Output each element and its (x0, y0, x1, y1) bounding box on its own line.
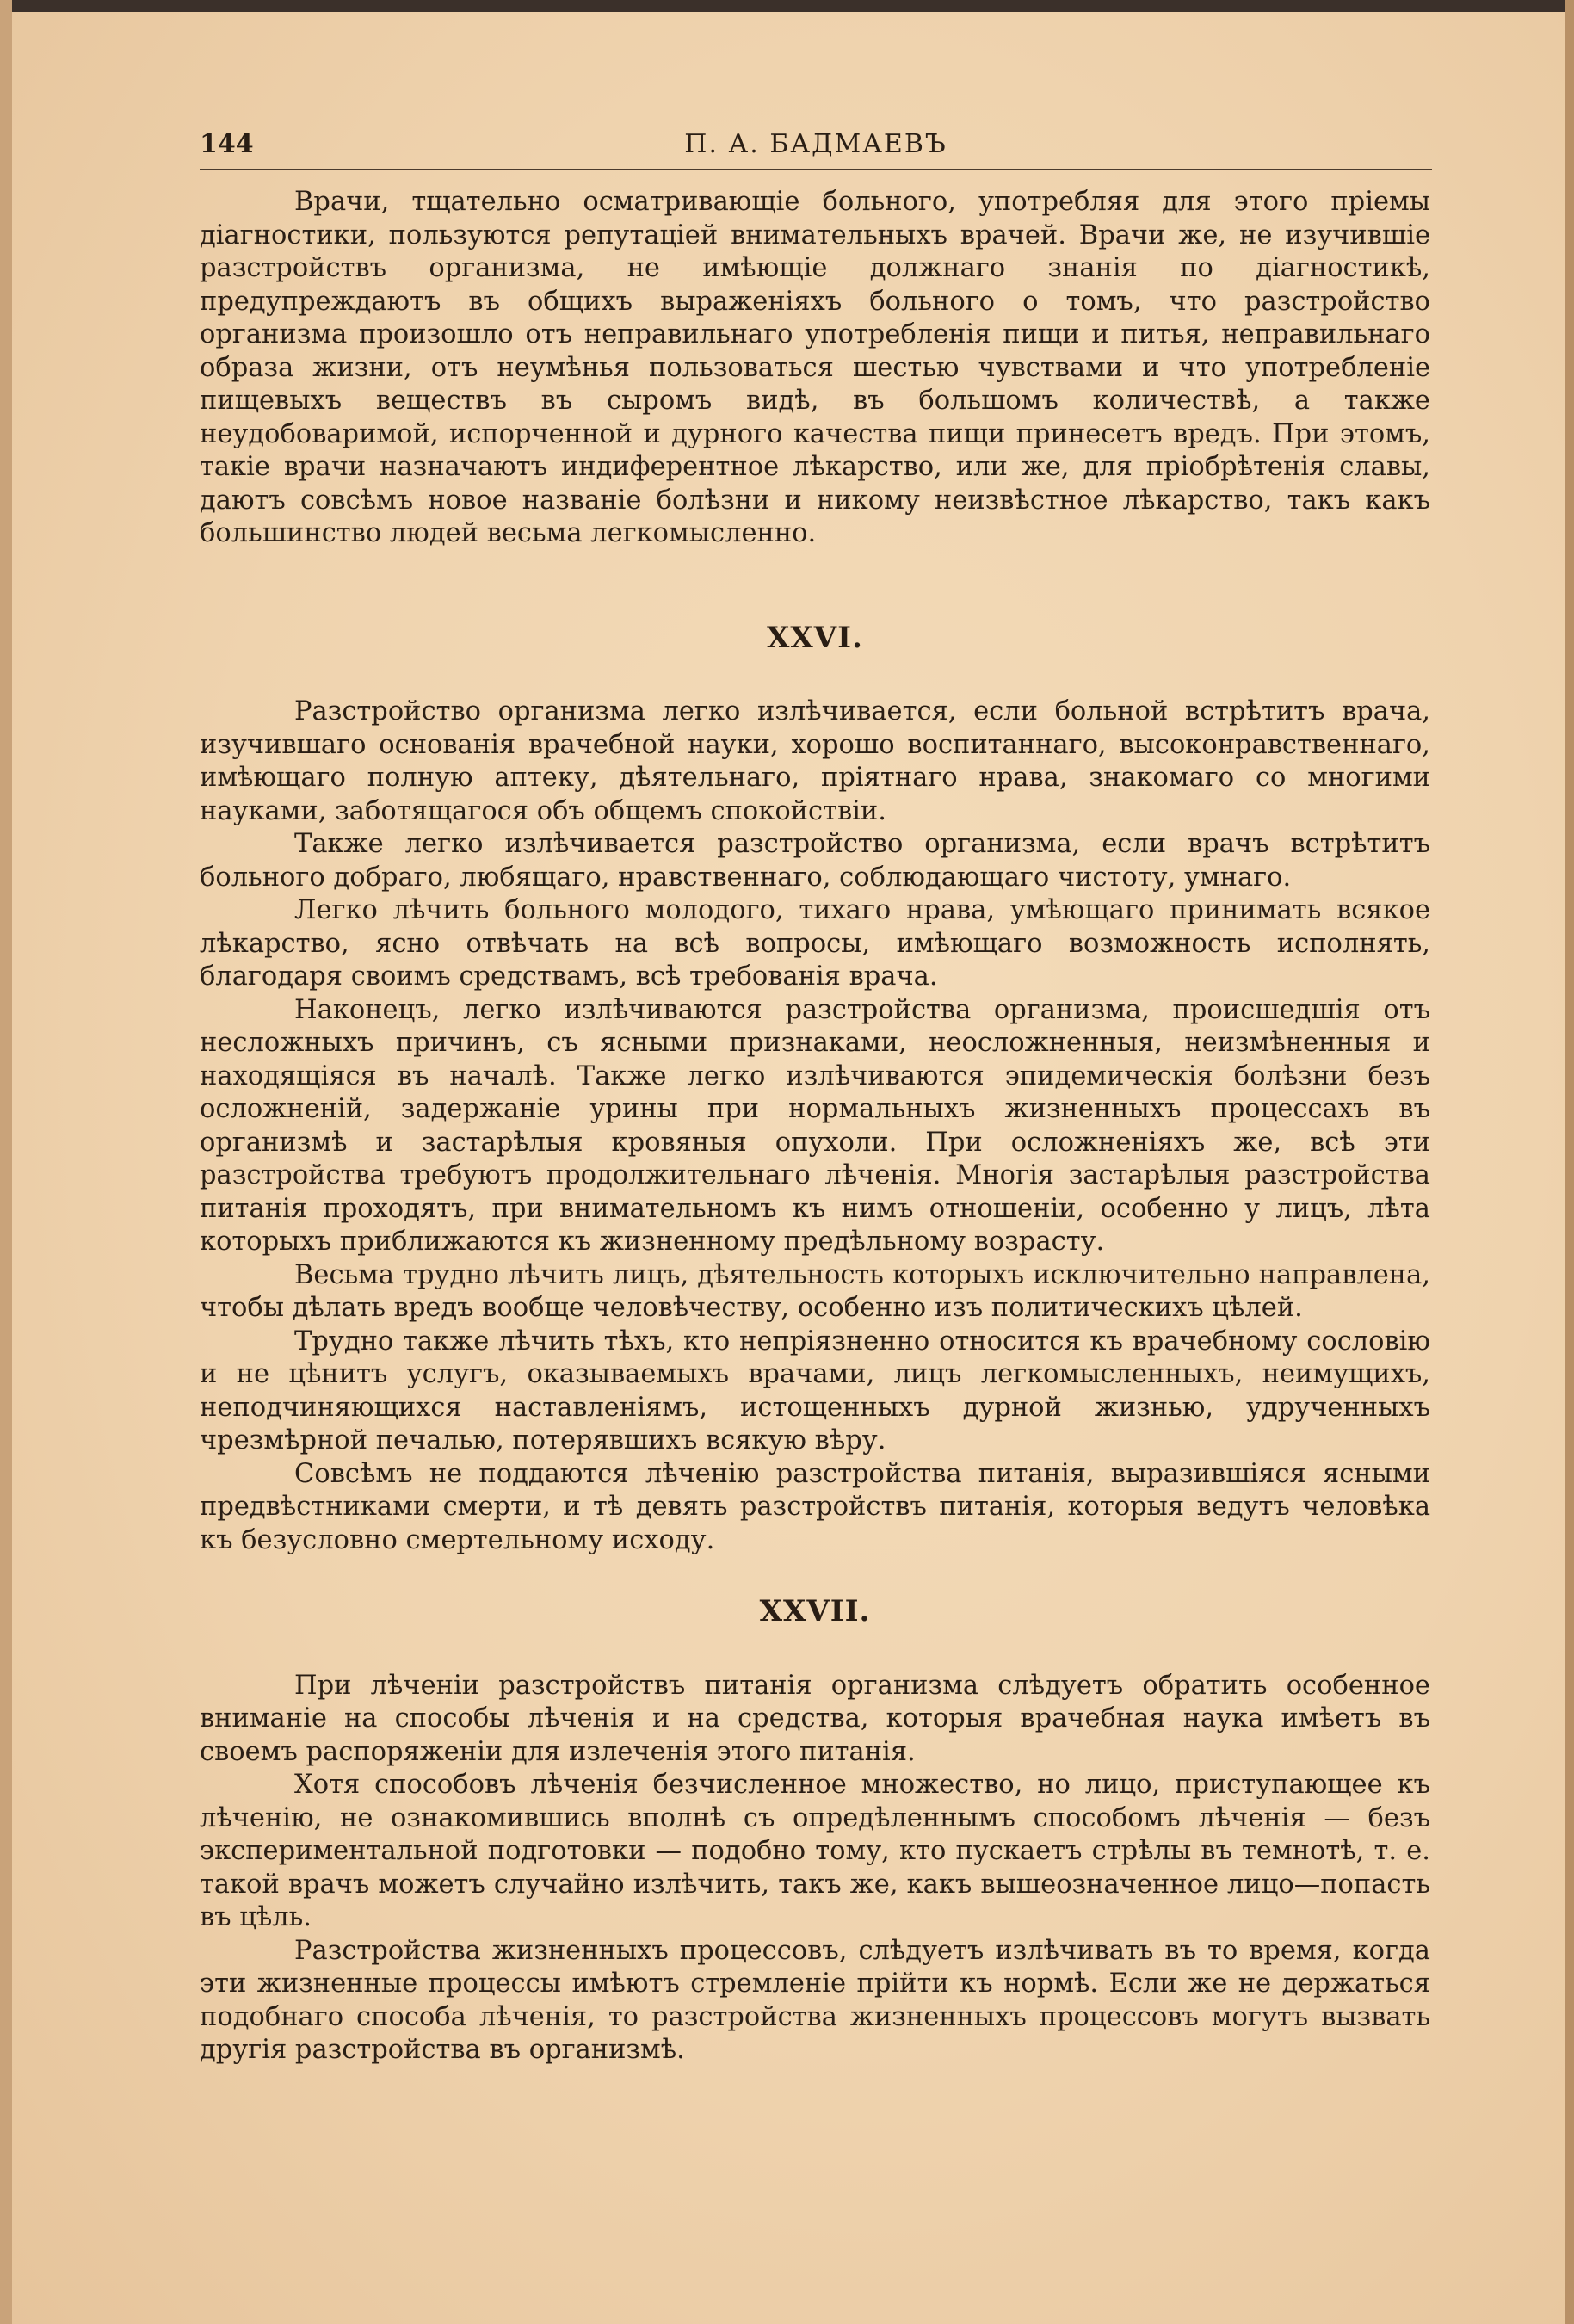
paragraph: При лѣченіи разстройствъ питанія организма слѣдуетъ обратить особенное вниманіе на способы лѣченія и на средства, которыя врачебная наука имѣетъ въ своемъ распоряженіи для излеченія этого питанія. (200, 1670, 1430, 1767)
paragraph: Также легко излѣчивается разстройство организма, если врачъ встрѣтитъ больного добраго, любящаго, нравственнаго, соблюдающаго чистоту, умнаго. (200, 829, 1430, 893)
paragraph: Хотя способовъ лѣченія безчисленное множество, но лицо, приступающее къ лѣченію, не ознакомившись вполнѣ съ опредѣленнымъ способомъ лѣченія — безъ экспериментальной подготовки — подобно тому, кто пускаетъ стрѣлы въ темнотѣ, т. е. такой врачъ можетъ случайно излѣчить, такъ же, какъ вышеозначенное лицо—попасть въ цѣль. (200, 1770, 1430, 1932)
body-text (200, 186, 1430, 2067)
spacer (200, 551, 1430, 621)
spacer (200, 654, 1430, 695)
paragraph: Трудно также лѣчить тѣхъ, кто непріязненно относится къ врачебному сословію и не цѣнитъ услугъ, оказываемыхъ врачами, лицъ легкомысленныхъ, неимущихъ, неподчиняющихся наставленіямъ, истощенныхъ дурной жизнью, удрученныхъ чрезмѣрной печалью, потерявшихъ всякую вѣру. (200, 1326, 1430, 1456)
paragraph: Легко лѣчить больного молодого, тихаго нрава, умѣющаго принимать всякое лѣкарство, ясно отвѣчать на всѣ вопросы, имѣющаго возможность исполнять, благодаря своимъ средствамъ, всѣ требованія врача. (200, 895, 1430, 992)
page-header (200, 129, 1432, 167)
scan-right-edge (1565, 0, 1574, 2324)
paragraph: Разстройство организма легко излѣчивается, если больной встрѣтитъ врача, изучившаго основанія врачебной науки, хорошо воспитаннаго, высоконравственнаго, имѣющаго полную аптеку, дѣятельнаго, пріятнаго нрава, знакомаго со многими науками, заботящагося объ общемъ спокойствіи. (200, 696, 1430, 826)
running-title: П. А. БАДМАЕВЪ (684, 129, 947, 159)
scan-left-edge (0, 0, 12, 2324)
page-number: 144 (200, 129, 254, 159)
section-heading-xxvii: XXVII. (759, 1594, 871, 1629)
paragraph: Совсѣмъ не поддаются лѣченію разстройства питанія, выразившіяся ясными предвѣстниками смерти, и тѣ девять разстройствъ питанія, которыя ведутъ человѣка къ безусловно смертельному исходу. (200, 1458, 1430, 1555)
paragraph: Врачи, тщательно осматривающіе больного, употребляя для этого пріемы діагностики, пользуются репутаціей внимательныхъ врачей. Врачи же, не изучившіе разстройствъ организма, не имѣющіе должнаго знанія по діагностикѣ, предупреждаютъ въ общихъ выраженіяхъ больного о томъ, что разстройство организма произошло отъ неправильнаго употребленія пищи и питья, неправильнаго образа жизни, отъ неумѣнья пользоваться шестью чувствами и что употребленіе пищевыхъ веществъ въ сыромъ видѣ, въ большомъ количествѣ, а также неудобоваримой, испорченной и дурного качества пищи принесетъ вредъ. При этомъ, такіе врачи назначаютъ индиферентное лѣкарство, или же, для пріобрѣтенія славы, даютъ совсѣмъ новое названіе болѣзни и никому неизвѣстное лѣкарство, такъ какъ большинство людей весьма легкомысленно. (200, 187, 1430, 548)
paragraph: Весьма трудно лѣчить лицъ, дѣятельность которыхъ исключительно направлена, чтобы дѣлать вредъ вообще человѣчеству, особенно изъ политическихъ цѣлей. (200, 1259, 1430, 1323)
header-rule (200, 169, 1432, 176)
spacer (200, 1629, 1430, 1670)
section-heading-xxvi: XXVI. (767, 620, 863, 655)
paragraph: Наконецъ, легко излѣчиваются разстройства организма, происшедшія отъ несложныхъ причинъ, съ ясными признаками, неосложненныя, неизмѣненныя и находящіяся въ началѣ. Также легко излѣчиваются эпидемическія болѣзни безъ осложненій, задержаніе урины при нормальныхъ жизненныхъ процессахъ въ организмѣ и застарѣлыя кровяныя опухоли. При осложненіяхъ же, всѣ эти разстройства требуютъ продолжительнаго лѣченія. Многія застарѣлыя разстройства питанія проходятъ, при внимательномъ къ нимъ отношеніи, особенно у лицъ, лѣта которыхъ приближаются къ жизненному предѣльному возрасту. (200, 994, 1430, 1257)
scan-top-edge (0, 0, 1574, 12)
paragraph: Разстройства жизненныхъ процессовъ, слѣдуетъ излѣчивать въ то время, когда эти жизненные процессы имѣютъ стремленіе прійти къ нормѣ. Если же не держаться подобнаго способа лѣченія, то разстройства жизненныхъ процессовъ могутъ вызвать другія разстройства въ организмѣ. (200, 1935, 1430, 2065)
spacer (200, 1557, 1430, 1595)
